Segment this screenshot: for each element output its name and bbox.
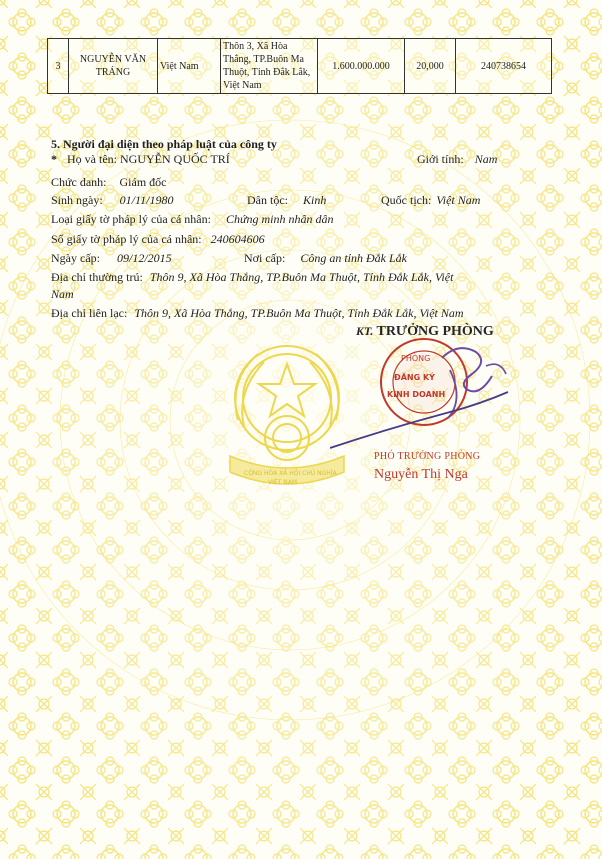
dob-row <box>51 193 173 208</box>
ethnic-row <box>247 193 326 208</box>
member-capital: 1.600.000.000 <box>318 39 405 94</box>
head-of-office-title <box>356 324 494 340</box>
issue-date-label: Ngày cấp: <box>51 251 100 265</box>
section-5-title: 5. Người đại diện theo pháp luật của công ty <box>51 137 277 151</box>
name-row <box>51 152 230 167</box>
doc-type-row <box>51 212 334 227</box>
dob-value: 01/11/1980 <box>119 193 174 207</box>
doc-type-label: Loại giấy tờ pháp lý của cá nhân: <box>51 212 211 226</box>
name-label: Họ và tên: <box>67 152 117 166</box>
emblem-ribbon-text-1: CỘNG HÒA XÃ HỘI CHỦ NGHĨA <box>244 470 337 477</box>
table-row <box>48 39 552 94</box>
shareholder-table <box>47 38 552 94</box>
emblem-ribbon-text-2: VIỆT NAM <box>268 479 298 486</box>
issue-place-value: Công an tỉnh Đắk Lắk <box>300 251 408 265</box>
head-title: TRƯỞNG PHÒNG <box>376 324 494 339</box>
ethnic-value: Kinh <box>303 193 327 207</box>
nationality-label: Quốc tịch: <box>381 193 432 207</box>
seal-text-3: KINH DOANH <box>387 390 446 399</box>
member-id-number: 240738654 <box>456 39 552 94</box>
permanent-address-continuation: Nam <box>51 287 74 301</box>
handwritten-signature <box>330 330 530 450</box>
signer-name: Nguyễn Thị Nga <box>374 467 468 482</box>
deputy-title: PHÓ TRƯỞNG PHÒNG <box>374 451 481 462</box>
row-number: 3 <box>48 39 69 94</box>
member-address: Thôn 3, Xã Hòa Thắng, TP.Buôn Ma Thuột, Tỉnh Đắk Lắk, Việt Nam <box>221 39 318 94</box>
permanent-address-value: Thôn 9, Xã Hòa Thắng, TP.Buôn Ma Thuột, Tỉnh Đắk Lắk, Việt <box>149 270 454 284</box>
seal-text-1: PHÒNG <box>401 354 431 363</box>
issue-place-label: Nơi cấp: <box>244 251 286 265</box>
doc-number-label: Số giấy tờ pháp lý của cá nhân: <box>51 232 202 246</box>
contact-address-row <box>51 306 464 321</box>
gender-row <box>417 152 497 167</box>
member-name: NGUYỄN VĂN TRÁNG <box>69 39 158 94</box>
seal-text-2: ĐĂNG KÝ <box>394 373 435 382</box>
nationality-row <box>381 193 480 208</box>
member-nationality: Việt Nam <box>158 39 221 94</box>
nationality-value: Việt Nam <box>436 193 481 207</box>
doc-number-value: 240604606 <box>210 232 265 246</box>
kt-prefix: KT. <box>356 324 374 338</box>
contact-address-label: Địa chỉ liên lạc: <box>51 306 128 320</box>
name-value: NGUYỄN QUỐC TRÍ <box>120 152 230 166</box>
doc-type-value: Chứng minh nhân dân <box>225 212 334 226</box>
permanent-address-label: Địa chỉ thường trú: <box>51 270 143 284</box>
gender-label: Giới tính: <box>417 152 464 166</box>
gender-value: Nam <box>474 152 498 166</box>
dob-label: Sinh ngày: <box>51 193 103 207</box>
position-value: Giám đốc <box>119 175 167 189</box>
member-rate: 20,000 <box>405 39 456 94</box>
bullet: * <box>51 152 57 166</box>
contact-address-value: Thôn 9, Xã Hòa Thắng, TP.Buôn Ma Thuột, Tỉnh Đắk Lắk, Việt Nam <box>134 306 464 320</box>
position-row <box>51 175 167 190</box>
issue-date-value: 09/12/2015 <box>116 251 172 265</box>
issue-date-row <box>51 251 172 266</box>
ethnic-label: Dân tộc: <box>247 193 288 207</box>
doc-number-row <box>51 232 265 247</box>
issue-place-row <box>244 251 407 266</box>
permanent-address-row <box>51 270 453 285</box>
position-label: Chức danh: <box>51 175 107 189</box>
